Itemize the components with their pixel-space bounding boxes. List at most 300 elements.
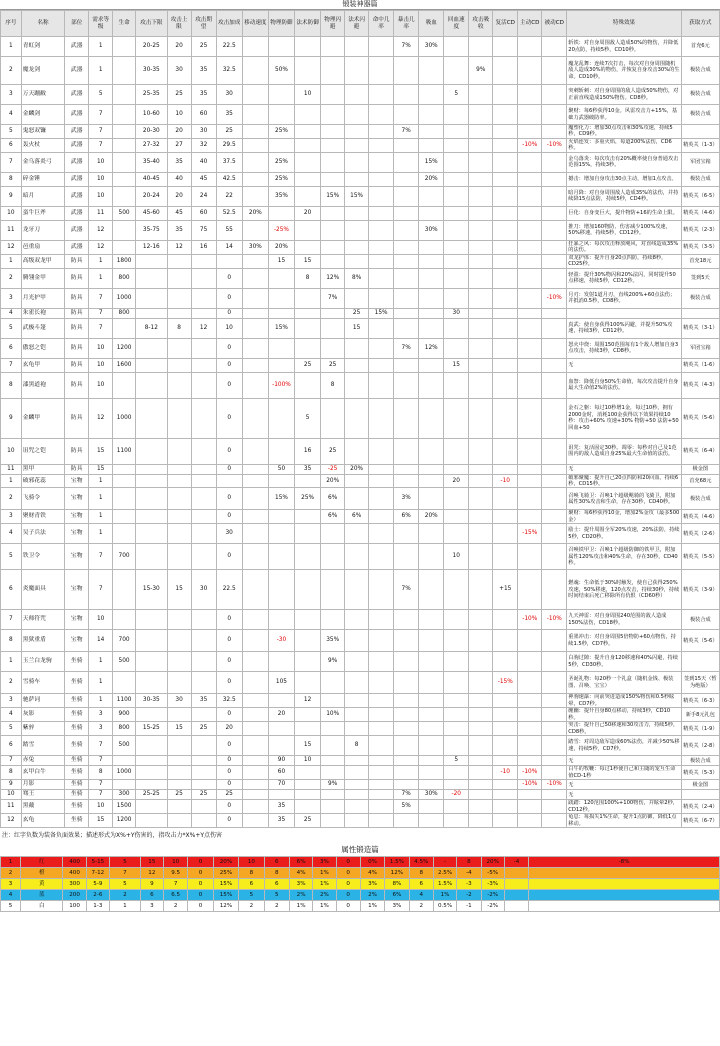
stat-cell xyxy=(113,186,136,206)
stat-cell xyxy=(542,358,567,372)
quality-cell: 红 xyxy=(21,857,63,868)
stat-cell xyxy=(191,268,216,288)
source-cell: 精英关（1-9） xyxy=(681,722,719,736)
stat-cell xyxy=(216,254,242,268)
stat-cell: 11 xyxy=(89,206,113,220)
header-cell: 攻击加成 xyxy=(216,11,242,37)
stat-cell xyxy=(542,372,567,398)
stat-cell xyxy=(345,814,369,828)
stat-cell: 12 xyxy=(1,240,22,254)
stat-cell: 1200 xyxy=(113,338,136,358)
effect-cell: 暗月降：对自身周围敌人造成35%的法伤，并持续降15点法防，持续5秒，CD4秒。 xyxy=(567,186,681,206)
stat-cell xyxy=(469,544,493,570)
stat-cell xyxy=(268,736,294,756)
effect-cell: 撼击：增加自身攻击30点主动，增加1点攻击。 xyxy=(567,172,681,186)
stat-cell: 20-24 xyxy=(136,186,168,206)
stat-cell: 25 xyxy=(295,358,321,372)
stat-cell xyxy=(444,800,469,814)
stat-cell xyxy=(493,338,518,358)
quality-cell: -3% xyxy=(481,879,504,890)
stat-cell xyxy=(369,736,394,756)
quality-cell: 6.5 xyxy=(164,890,188,901)
item-name-cell: 暗月 xyxy=(21,186,65,206)
table-row xyxy=(1,488,720,510)
stat-cell xyxy=(469,172,493,186)
stat-cell xyxy=(167,308,191,318)
stat-cell: 0 xyxy=(216,736,242,756)
stat-cell xyxy=(268,570,294,610)
stat-cell: 7% xyxy=(394,37,419,57)
stat-cell xyxy=(469,570,493,610)
source-cell: 精英关（1-3） xyxy=(681,138,719,152)
stat-cell xyxy=(242,544,268,570)
stat-cell xyxy=(518,338,542,358)
stat-cell xyxy=(493,756,518,766)
stat-cell xyxy=(444,186,469,206)
stat-cell: 0 xyxy=(216,780,242,790)
table-row xyxy=(1,736,720,756)
stat-cell: 武器 xyxy=(65,186,89,206)
stat-cell xyxy=(369,756,394,766)
stat-cell xyxy=(444,610,469,630)
stat-cell: 15 xyxy=(89,438,113,464)
stat-cell xyxy=(369,338,394,358)
stat-cell xyxy=(394,220,419,240)
header-cell: 法术防御 xyxy=(295,11,321,37)
effect-cell: 狂暴之风：每次攻击释放飓风，对直线造成35%的法伤。 xyxy=(567,240,681,254)
stat-cell xyxy=(242,524,268,544)
effect-cell: 召唤飞骑卫：召唤1个超级飓骑的飞骑卫，附加属性30%攻击和生命，存在30秒，CD40秒。 xyxy=(567,488,681,510)
stat-cell xyxy=(394,308,419,318)
stat-cell xyxy=(394,172,419,186)
quality-row xyxy=(1,901,720,912)
stat-cell xyxy=(321,736,345,756)
stat-cell: 1000 xyxy=(113,398,136,438)
stat-cell xyxy=(345,780,369,790)
stat-cell xyxy=(469,524,493,544)
stat-cell: 10 xyxy=(444,544,469,570)
stat-cell: 60 xyxy=(268,766,294,780)
source-cell: 首充68元 xyxy=(681,474,719,488)
stat-cell xyxy=(242,57,268,85)
stat-cell: 25 xyxy=(167,85,191,105)
quality-cell: 6% xyxy=(289,857,312,868)
stat-cell xyxy=(295,37,321,57)
stat-cell xyxy=(242,37,268,57)
stat-cell: 10-60 xyxy=(136,105,168,125)
stat-cell xyxy=(469,37,493,57)
stat-cell xyxy=(518,488,542,510)
stat-cell xyxy=(113,570,136,610)
stat-cell: -10% xyxy=(518,766,542,780)
stat-cell xyxy=(345,630,369,652)
stat-cell xyxy=(394,756,419,766)
stat-cell xyxy=(113,125,136,139)
stat-cell xyxy=(345,172,369,186)
stat-cell xyxy=(191,372,216,398)
stat-cell xyxy=(321,524,345,544)
quality-cell: 1% xyxy=(433,890,456,901)
stat-cell xyxy=(268,510,294,524)
stat-cell: 35 xyxy=(167,152,191,172)
stat-cell: 6 xyxy=(1,570,22,610)
item-name-cell: 灰影 xyxy=(21,708,65,722)
stat-cell xyxy=(444,438,469,464)
stat-cell: -20 xyxy=(444,790,469,800)
table-row xyxy=(1,206,720,220)
stat-cell: 坐骑 xyxy=(65,800,89,814)
stat-cell xyxy=(493,630,518,652)
effect-cell: 白驹过隙：提升自身120移速和40%闪避，持续5秒，CD30秒。 xyxy=(567,652,681,672)
stat-cell xyxy=(542,672,567,694)
stat-cell: 30-35 xyxy=(136,694,168,708)
stat-cell xyxy=(518,57,542,85)
stat-cell: 30% xyxy=(419,790,444,800)
stat-cell xyxy=(493,186,518,206)
stat-cell xyxy=(295,780,321,790)
stat-cell: 15 xyxy=(167,570,191,610)
effect-cell: 魔塑化力：增加30点攻击和30%攻速，持续5秒，CD9秒。 xyxy=(567,125,681,139)
stat-cell xyxy=(369,544,394,570)
stat-cell: 50% xyxy=(268,57,294,85)
stat-cell xyxy=(542,756,567,766)
stat-cell xyxy=(345,722,369,736)
stat-cell: 40 xyxy=(167,172,191,186)
stat-cell xyxy=(191,814,216,828)
quality-cell: 5 xyxy=(239,890,264,901)
stat-cell xyxy=(136,524,168,544)
stat-cell: 防具 xyxy=(65,464,89,474)
stat-cell: 30 xyxy=(191,570,216,610)
stat-cell xyxy=(542,488,567,510)
stat-cell xyxy=(268,398,294,438)
stat-cell: 35 xyxy=(295,464,321,474)
quality-cell: 0 xyxy=(188,857,213,868)
stat-cell xyxy=(345,398,369,438)
quality-cell: 2.5% xyxy=(433,868,456,879)
table-row xyxy=(1,800,720,814)
quality-cell: 1% xyxy=(360,901,384,912)
header-cell: 名称 xyxy=(21,11,65,37)
source-cell: 精英关（6-5） xyxy=(681,186,719,206)
stat-cell xyxy=(369,186,394,206)
quality-cell: 12 xyxy=(140,868,163,879)
stat-cell xyxy=(216,474,242,488)
stat-cell xyxy=(419,105,444,125)
item-name-cell: 吴子兵法 xyxy=(21,524,65,544)
stat-cell xyxy=(242,438,268,464)
stat-cell xyxy=(242,125,268,139)
stat-cell xyxy=(321,672,345,694)
item-name-cell: 骞王 xyxy=(21,790,65,800)
stat-cell xyxy=(419,672,444,694)
equipment-table xyxy=(0,10,720,828)
stat-cell xyxy=(444,510,469,524)
quality-cell xyxy=(529,901,720,912)
stat-cell: -10 xyxy=(493,766,518,780)
stat-cell xyxy=(444,220,469,240)
item-name-cell: 金麟甲 xyxy=(21,398,65,438)
effect-cell: 聚财：每6秒获得10金。风雷攻击力+15%，基础力武器破防率。 xyxy=(567,105,681,125)
stat-cell xyxy=(167,398,191,438)
header-cell: 吸血 xyxy=(419,11,444,37)
stat-cell: 宝物 xyxy=(65,474,89,488)
item-name-cell: 聚财青铁 xyxy=(21,510,65,524)
quality-row xyxy=(1,857,720,868)
table-row xyxy=(1,338,720,358)
stat-cell xyxy=(242,790,268,800)
stat-cell: 武器 xyxy=(65,57,89,85)
table-row xyxy=(1,766,720,780)
stat-cell xyxy=(113,474,136,488)
stat-cell xyxy=(493,206,518,220)
stat-cell xyxy=(345,57,369,85)
stat-cell xyxy=(469,398,493,438)
stat-cell xyxy=(268,85,294,105)
source-cell: 极金图 xyxy=(681,464,719,474)
quality-cell: 5 xyxy=(264,890,289,901)
quality-cell: -2% xyxy=(481,890,504,901)
stat-cell: 75 xyxy=(191,220,216,240)
stat-cell xyxy=(394,152,419,172)
stat-cell xyxy=(242,308,268,318)
stat-cell: 5 xyxy=(295,398,321,438)
stat-cell xyxy=(469,358,493,372)
stat-cell xyxy=(321,138,345,152)
stat-cell: 30 xyxy=(167,694,191,708)
stat-cell xyxy=(242,268,268,288)
stat-cell: 宝物 xyxy=(65,524,89,544)
quality-cell: 5 xyxy=(110,857,141,868)
quality-cell: 4% xyxy=(360,868,384,879)
stat-cell: 15 xyxy=(89,464,113,474)
stat-cell xyxy=(444,766,469,780)
header-cell: 命中几率 xyxy=(369,11,394,37)
stat-cell: 10 xyxy=(167,105,191,125)
stat-cell: 9 xyxy=(1,398,22,438)
quality-cell: 2 xyxy=(239,901,264,912)
stat-cell xyxy=(469,220,493,240)
stat-cell xyxy=(242,138,268,152)
stat-cell: 30% xyxy=(419,37,444,57)
stat-cell: 8-12 xyxy=(136,318,168,338)
item-name-cell: 武极斗篷 xyxy=(21,318,65,338)
stat-cell xyxy=(542,186,567,206)
stat-cell xyxy=(542,570,567,610)
stat-cell xyxy=(444,464,469,474)
stat-cell: 武器 xyxy=(65,220,89,240)
stat-cell xyxy=(444,708,469,722)
stat-cell: 25 xyxy=(191,37,216,57)
stat-cell xyxy=(167,338,191,358)
source-cell: 精英关（6-4） xyxy=(681,438,719,464)
stat-cell xyxy=(469,240,493,254)
stat-cell xyxy=(394,268,419,288)
stat-cell xyxy=(394,85,419,105)
stat-cell xyxy=(542,105,567,125)
quality-cell: 200 xyxy=(63,890,86,901)
stat-cell xyxy=(321,694,345,708)
stat-cell xyxy=(321,172,345,186)
stat-cell: 60 xyxy=(191,105,216,125)
quality-cell: 1% xyxy=(289,901,312,912)
stat-cell xyxy=(369,152,394,172)
stat-cell xyxy=(345,105,369,125)
stat-cell xyxy=(345,372,369,398)
stat-cell xyxy=(136,488,168,510)
stat-cell: 防具 xyxy=(65,308,89,318)
stat-cell xyxy=(419,766,444,780)
stat-cell xyxy=(369,318,394,338)
stat-cell xyxy=(191,652,216,672)
stat-cell xyxy=(191,338,216,358)
stat-cell xyxy=(242,358,268,372)
effect-cell: 无 xyxy=(567,464,681,474)
stat-cell xyxy=(493,736,518,756)
stat-cell xyxy=(542,694,567,708)
effect-cell: 励士：提升周围全军20%攻速，20%法防，持续5秒，CD20秒。 xyxy=(567,524,681,544)
table-row xyxy=(1,254,720,268)
header-cell: 攻击吸收 xyxy=(469,11,493,37)
stat-cell xyxy=(518,268,542,288)
stat-cell xyxy=(242,722,268,736)
stat-cell xyxy=(444,524,469,544)
stat-cell xyxy=(191,524,216,544)
stat-cell xyxy=(493,694,518,708)
stat-cell: 12 xyxy=(1,814,22,828)
stat-cell: 25 xyxy=(345,308,369,318)
stat-cell xyxy=(469,766,493,780)
stat-cell xyxy=(345,672,369,694)
stat-cell: 宝物 xyxy=(65,544,89,570)
stat-cell: 7 xyxy=(89,780,113,790)
effect-cell: 火焰连发：多重火焰，每道200%法伤，CD6秒。 xyxy=(567,138,681,152)
stat-cell: 10 xyxy=(216,318,242,338)
stat-cell xyxy=(113,152,136,172)
stat-cell: 1100 xyxy=(113,438,136,464)
stat-cell: 0 xyxy=(216,814,242,828)
stat-cell: 25 xyxy=(216,125,242,139)
stat-cell: 9 xyxy=(1,186,22,206)
stat-cell xyxy=(394,544,419,570)
quality-cell: 6 xyxy=(409,879,433,890)
stat-cell xyxy=(136,308,168,318)
stat-cell: 7 xyxy=(89,125,113,139)
stat-cell xyxy=(469,610,493,630)
stat-cell xyxy=(518,240,542,254)
quality-row xyxy=(1,868,720,879)
source-cell: 精英关（4-6） xyxy=(681,510,719,524)
stat-cell: 42.5 xyxy=(216,172,242,186)
stat-cell xyxy=(369,358,394,372)
stat-cell: 0 xyxy=(216,372,242,398)
stat-cell xyxy=(113,37,136,57)
stat-cell xyxy=(542,308,567,318)
stat-cell xyxy=(191,288,216,308)
quality-cell: 25% xyxy=(213,868,238,879)
stat-cell xyxy=(167,438,191,464)
stat-cell xyxy=(167,766,191,780)
quality-cell: -2% xyxy=(481,901,504,912)
stat-cell: 20 xyxy=(167,37,191,57)
stat-cell xyxy=(369,254,394,268)
stat-cell xyxy=(518,708,542,722)
item-name-cell: 黑戴 xyxy=(21,800,65,814)
stat-cell xyxy=(469,652,493,672)
stat-cell xyxy=(419,722,444,736)
stat-cell xyxy=(242,814,268,828)
stat-cell: 4 xyxy=(1,524,22,544)
source-cell: 精英关（3-5） xyxy=(681,240,719,254)
stat-cell xyxy=(242,474,268,488)
stat-cell: 宝物 xyxy=(65,610,89,630)
stat-cell xyxy=(369,172,394,186)
stat-cell xyxy=(444,206,469,220)
stat-cell: 0 xyxy=(216,398,242,438)
stat-cell: 30 xyxy=(444,308,469,318)
stat-cell xyxy=(419,464,444,474)
footnote: 注：红字负数为装备负面效果；描述形式为X%+Y伤害的，指攻击力*X%+Y点伤害 xyxy=(2,832,223,840)
stat-cell: 8 xyxy=(1,172,22,186)
stat-cell: -10% xyxy=(518,138,542,152)
stat-cell xyxy=(345,85,369,105)
source-cell: 签到15天（暂为绝版） xyxy=(681,672,719,694)
stat-cell xyxy=(518,464,542,474)
stat-cell xyxy=(518,206,542,220)
header-row xyxy=(1,11,720,37)
stat-cell: 20 xyxy=(167,125,191,139)
stat-cell xyxy=(518,220,542,240)
stat-cell: 12 xyxy=(191,318,216,338)
stat-cell xyxy=(369,630,394,652)
effect-cell: 踏雪：对周边敌军造成60%法伤，并减少50%移速，持续5秒，CD7秒。 xyxy=(567,736,681,756)
stat-cell: 12 xyxy=(89,220,113,240)
stat-cell xyxy=(191,438,216,464)
stat-cell: 坐骑 xyxy=(65,722,89,736)
stat-cell: 0 xyxy=(216,358,242,372)
stat-cell xyxy=(345,358,369,372)
stat-cell xyxy=(321,722,345,736)
stat-cell xyxy=(167,510,191,524)
table-row xyxy=(1,125,720,139)
stat-cell xyxy=(419,570,444,610)
stat-cell xyxy=(113,510,136,524)
item-name-cell: 玄龟甲 xyxy=(21,358,65,372)
stat-cell xyxy=(345,240,369,254)
stat-cell xyxy=(419,398,444,438)
stat-cell: 15% xyxy=(268,488,294,510)
stat-cell: 6 xyxy=(1,736,22,756)
quality-cell: 20% xyxy=(213,857,238,868)
stat-cell xyxy=(518,722,542,736)
stat-cell: 0 xyxy=(216,544,242,570)
effect-cell: 无 xyxy=(567,756,681,766)
stat-cell xyxy=(369,488,394,510)
stat-cell xyxy=(469,510,493,524)
stat-cell xyxy=(444,172,469,186)
stat-cell xyxy=(419,814,444,828)
stat-cell: 9 xyxy=(1,780,22,790)
quality-cell: 1.5% xyxy=(385,857,409,868)
stat-cell xyxy=(469,438,493,464)
table-row xyxy=(1,37,720,57)
stat-cell: 0 xyxy=(216,308,242,318)
quality-cell: 0 xyxy=(188,868,213,879)
stat-cell: 30 xyxy=(216,85,242,105)
stat-cell: 6% xyxy=(394,510,419,524)
quality-cell: 1-3 xyxy=(86,901,109,912)
stat-cell: 7 xyxy=(89,318,113,338)
